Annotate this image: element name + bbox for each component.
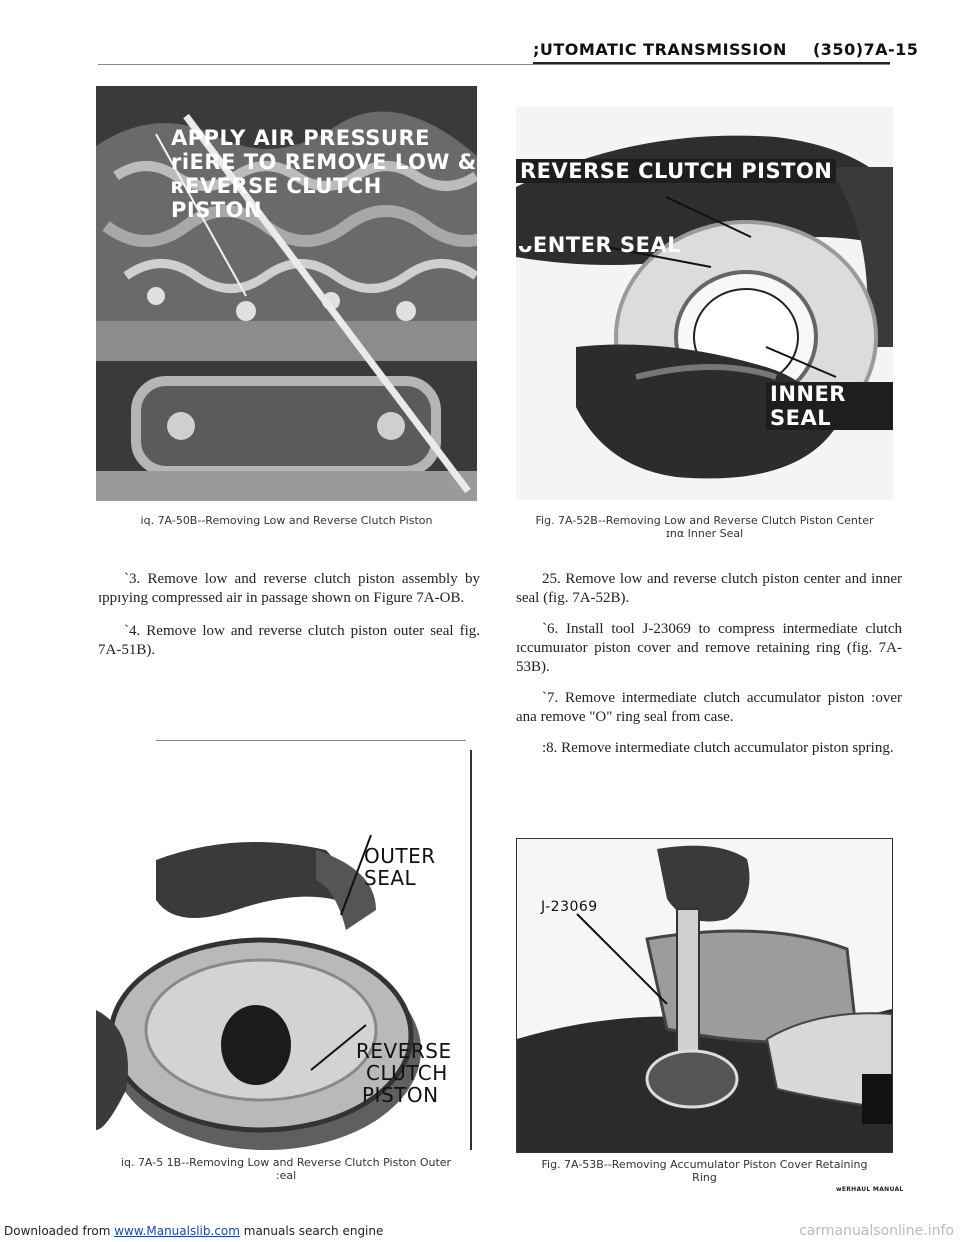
figure-51b-caption	[92, 1156, 480, 1182]
figure-53b-tool-label: J-23069	[541, 899, 598, 915]
figure-51b-frame-top-rule	[156, 740, 466, 741]
figure-51b-label-outer-line-2: SEAL	[364, 866, 417, 890]
figure-52b-label-top: REVERSE CLUTCH PISTON	[516, 159, 836, 183]
figure-51b-label-reverse-line-2: CLUTCH	[366, 1061, 448, 1085]
figure-52b-label-inner: INNER SEAL	[766, 382, 893, 430]
header-rule-bold	[533, 62, 890, 64]
paragraph-26: `6. Install tool J-23069 to compress intermediate clutch ɪccumuɪator piston cover and remove retaining ring (fig. 7A-53B).	[516, 621, 902, 675]
paragraph-27: `7. Remove intermediate clutch accumulator piston :over ana remove "O" ring seal from case.	[516, 690, 902, 725]
footer-source	[4, 1224, 383, 1238]
figure-53b-caption-line-1: Fig. 7A-53B--Removing Accumulator Piston Cover Retaining	[541, 1158, 868, 1171]
figure-50b-label	[171, 126, 477, 222]
header-title: ;UTOMATIC TRANSMISSION	[533, 40, 787, 59]
download-footer	[0, 1222, 960, 1242]
figure-51b-frame	[96, 740, 476, 1152]
figure-52b-caption-line-1: Fig. 7A-52B--Removing Low and Reverse Clutch Piston Center	[535, 514, 874, 527]
figure-51b-caption-line-1: iq. 7A-5 1B--Removing Low and Reverse Clutch Piston Outer	[120, 1156, 452, 1169]
footer-prefix: Downloaded from	[4, 1224, 115, 1238]
figure-50b-photo	[96, 86, 477, 501]
figure-53b-caption-line-2: Ring	[692, 1171, 717, 1184]
figure-53b-caption	[512, 1158, 897, 1184]
footer-watermark: carmanualsonline.info	[799, 1223, 954, 1239]
figure-51b-frame-right-rule	[470, 750, 472, 1150]
manual-brand: ᴡERHAUL MANUAL	[836, 1186, 904, 1193]
right-column-text	[516, 570, 902, 770]
figure-52b-label-center: ᴗENTER SEAL	[518, 233, 682, 257]
paragraph-25: 25. Remove low and reverse clutch piston center and inner seal (fig. 7A-52B).	[516, 571, 902, 606]
figure-53b-photo	[516, 838, 893, 1153]
header-page-ref: (350)7A-15	[812, 40, 919, 59]
figure-50b-label-line-3: ʀEVERSE CLUTCH PISTON	[171, 174, 382, 222]
running-header	[533, 40, 918, 59]
figure-50b-label-line-2: riERE TO REMOVE LOW &	[171, 150, 477, 174]
figure-50b-label-line-1: APPLY AIR PRESSURE	[171, 126, 430, 150]
paragraph-23: `3. Remove low and reverse clutch piston assembly by ɪppɪying compressed air in passage shown on Figure 7A-OB.	[98, 571, 480, 606]
figure-51b-label-reverse-line-3: PISTON	[362, 1083, 439, 1107]
figure-51b-label-reverse-line-1: REVERSE	[356, 1039, 452, 1063]
figure-52b-photo	[516, 107, 893, 500]
figure-52b-caption	[512, 514, 897, 540]
paragraph-28: :8. Remove intermediate clutch accumulator piston spring.	[542, 740, 894, 756]
manualslib-link[interactable]: www.Manualslib.com	[114, 1224, 240, 1238]
figure-51b-caption-line-2: :eal	[275, 1169, 297, 1182]
footer-suffix: manuals search engine	[239, 1224, 384, 1238]
figure-51b-label-outer-line-1: OUTER	[364, 844, 436, 868]
paragraph-24: `4. Remove low and reverse clutch piston outer seal fig. 7A-51B).	[98, 623, 480, 658]
figure-51b-label-reverse	[356, 1040, 452, 1106]
figure-52b-caption-line-2: ɪnα Inner Seal	[665, 527, 744, 540]
accumulator-tool-illustration	[517, 839, 892, 1152]
header-rule	[98, 64, 890, 65]
figure-50b-caption: iq. 7A-50B--Removing Low and Reverse Clutch Piston	[140, 514, 433, 527]
figure-51b-label-outer	[364, 845, 436, 889]
left-column-text	[98, 570, 480, 672]
